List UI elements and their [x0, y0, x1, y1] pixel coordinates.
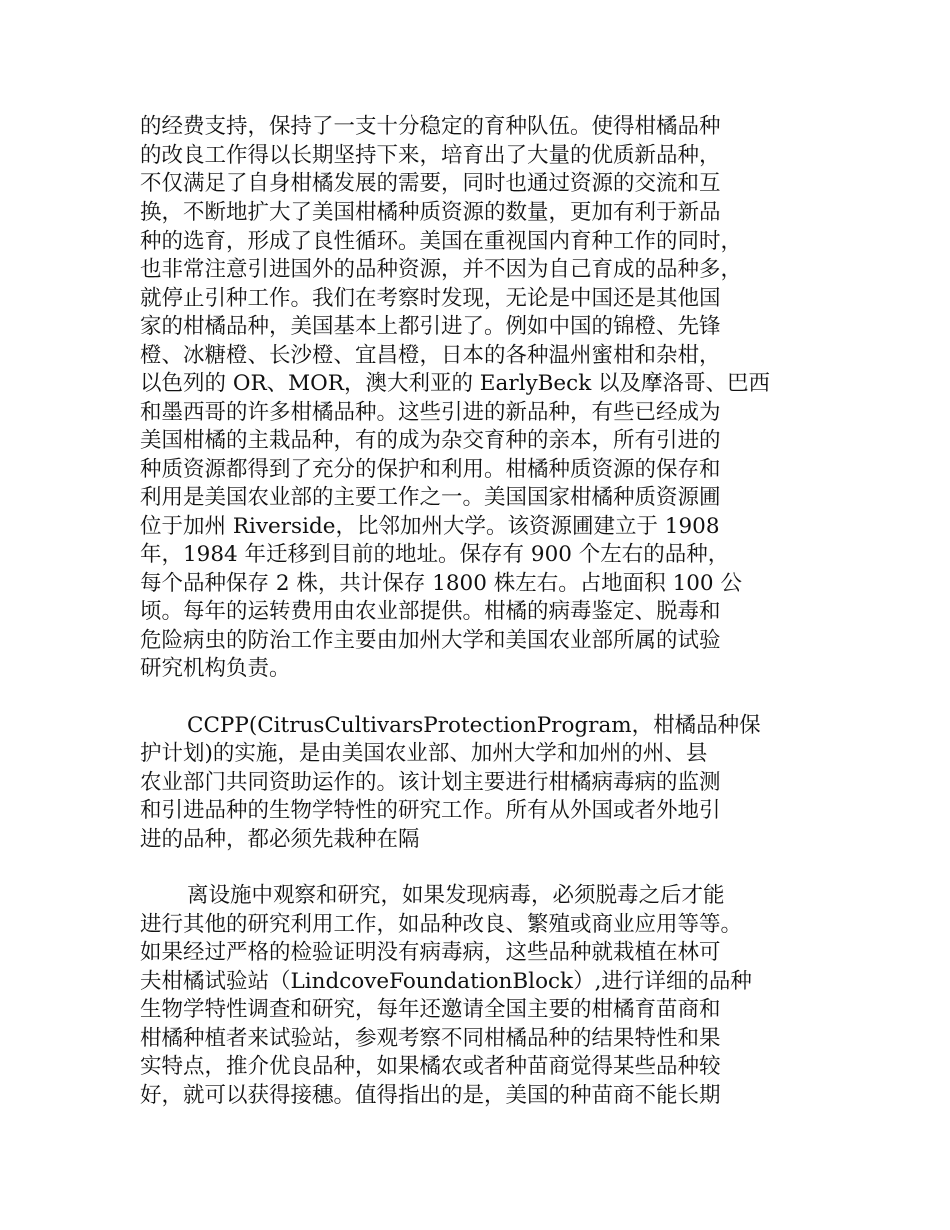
text-line: 好，就可以获得接穗。值得指出的是，美国的种苗商不能长期 — [140, 1083, 721, 1108]
text-line: 每个品种保存 2 株，共计保存 1800 株左右。占地面积 100 公 — [140, 571, 742, 596]
text-line: 农业部门共同资助运作的。该计划主要进行柑橘病毒病的监测 — [140, 770, 721, 795]
text-line: 美国柑橘的主栽品种，有的成为杂交育种的亲本，所有引进的 — [140, 428, 721, 453]
text-line: 如果经过严格的检验证明没有病毒病，这些品种就栽植在林可 — [140, 940, 721, 965]
text-line: 和引进品种的生物学特性的研究工作。所有从外国或者外地引 — [140, 798, 721, 823]
text-line: 进的品种，都必须先栽种在隔 — [140, 827, 420, 852]
text-line: 也非常注意引进国外的品种资源，并不因为自己育成的品种多， — [140, 257, 743, 282]
text-line: 离设施中观察和研究，如果发现病毒，必须脱毒之后才能 — [187, 883, 725, 908]
text-line: 柑橘种植者来试验站，参观考察不同柑橘品种的结果特性和果 — [140, 1026, 721, 1051]
text-line: 不仅满足了自身柑橘发展的需要，同时也通过资源的交流和互 — [140, 171, 721, 196]
text-line: 进行其他的研究利用工作，如品种改良、繁殖或商业应用等等。 — [140, 912, 743, 937]
text-line: 种的选育，形成了良性循环。美国在重视国内育种工作的同时， — [140, 229, 743, 254]
text-line: 的经费支持，保持了一支十分稳定的育种队伍。使得柑橘品种 — [140, 114, 721, 139]
text-line: CCPP(CitrusCultivarsProtectionProgram，柑橘品种保 — [187, 713, 761, 738]
text-line: 生物学特性调查和研究，每年还邀请全国主要的柑橘育苗商和 — [140, 997, 721, 1022]
text-line: 顷。每年的运转费用由农业部提供。柑橘的病毒鉴定、脱毒和 — [140, 599, 721, 624]
text-line: 的改良工作得以长期坚持下来，培育出了大量的优质新品种， — [140, 143, 721, 168]
text-line: 橙、冰糖橙、长沙橙、宜昌橙，日本的各种温州蜜柑和杂柑， — [140, 343, 721, 368]
text-line: 位于加州 Riverside，比邻加州大学。该资源圃建立于 1908 — [140, 514, 720, 539]
text-line: 护计划)的实施，是由美国农业部、加州大学和加州的州、县 — [140, 741, 708, 766]
text-line: 以色列的 OR、MOR，澳大利亚的 EarlyBeck 以及摩洛哥、巴西 — [140, 371, 771, 396]
text-line: 年，1984 年迁移到目前的地址。保存有 900 个左右的品种， — [140, 542, 730, 567]
text-line: 换，不断地扩大了美国柑橘种质资源的数量，更加有利于新品 — [140, 200, 721, 225]
text-line: 就停止引种工作。我们在考察时发现，无论是中国还是其他国 — [140, 286, 721, 311]
text-line: 危险病虫的防治工作主要由加州大学和美国农业部所属的试验 — [140, 628, 721, 653]
text-line: 种质资源都得到了充分的保护和利用。柑橘种质资源的保存和 — [140, 457, 721, 482]
text-line: 夫柑橘试验站（LindcoveFoundationBlock）,进行详细的品种 — [140, 969, 752, 994]
text-line: 实特点，推介优良品种，如果橘农或者种苗商觉得某些品种较 — [140, 1054, 721, 1079]
text-line: 和墨西哥的许多柑橘品种。这些引进的新品种，有些已经成为 — [140, 400, 721, 425]
text-line: 家的柑橘品种，美国基本上都引进了。例如中国的锦橙、先锋 — [140, 314, 721, 339]
text-line: 利用是美国农业部的主要工作之一。美国国家柑橘种质资源圃 — [140, 485, 721, 510]
text-line: 研究机构负责。 — [140, 656, 291, 681]
